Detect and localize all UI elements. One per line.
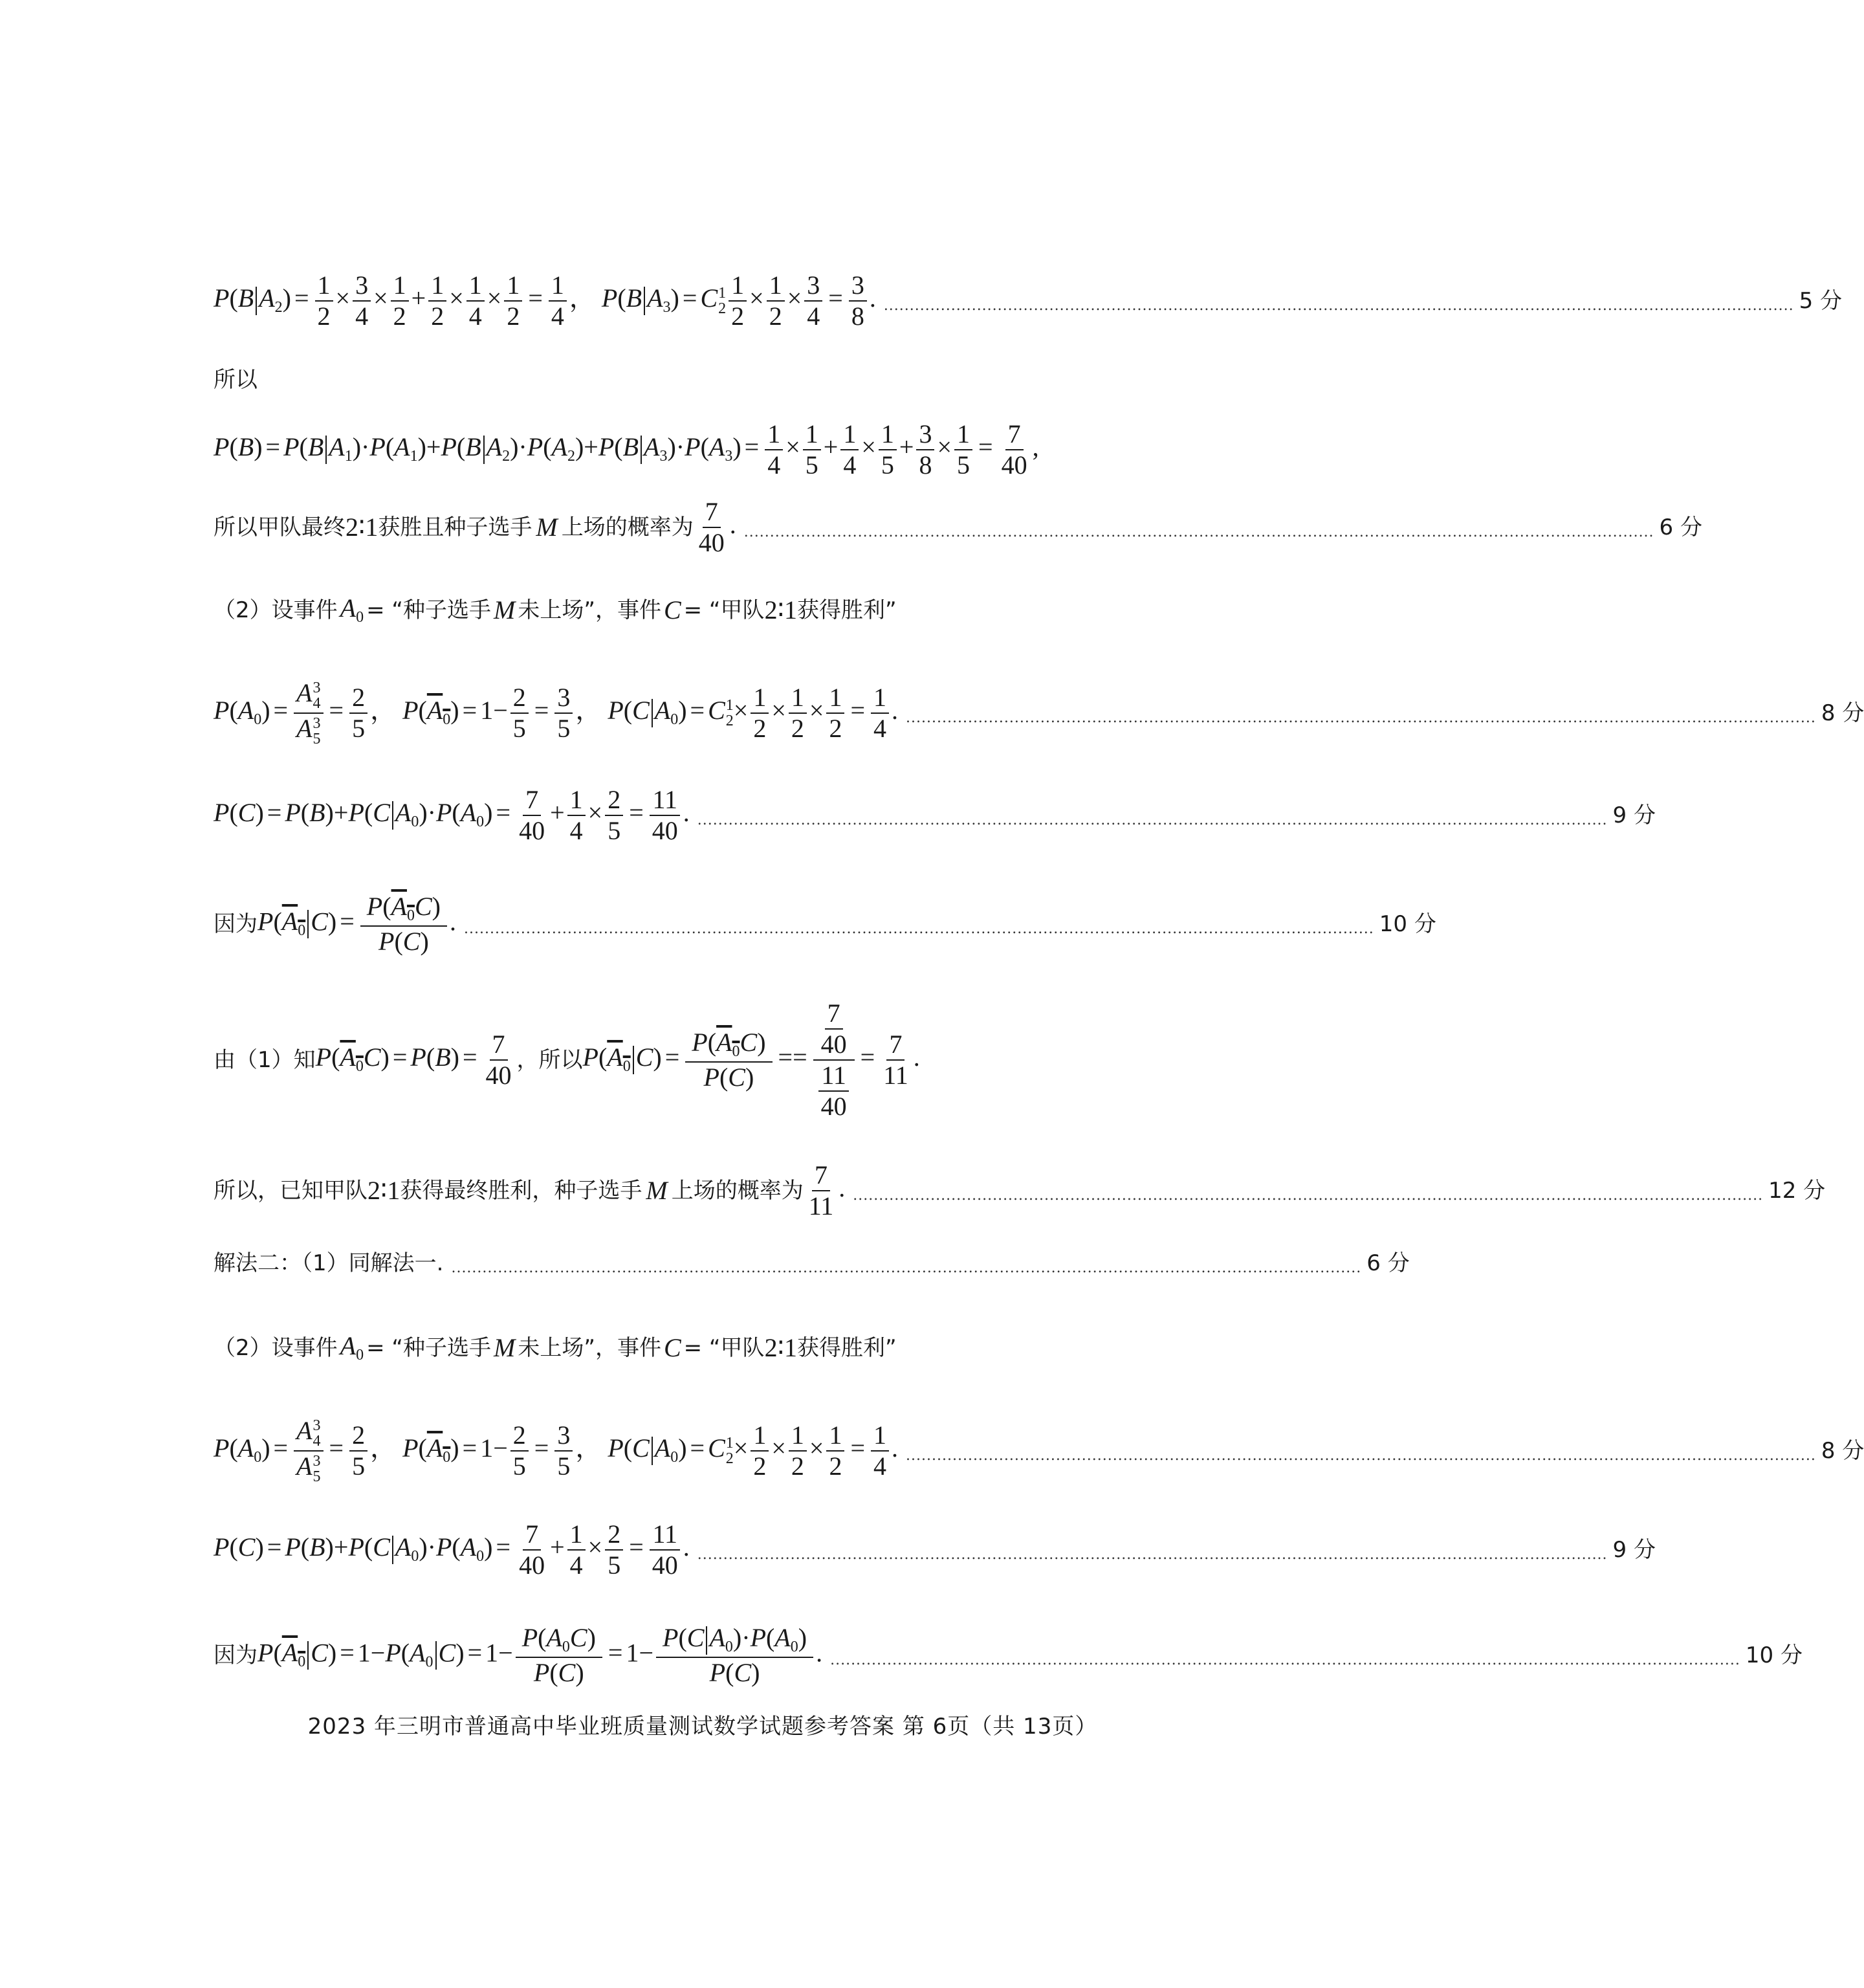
- text-fragment: 获得胜利”: [796, 1335, 897, 1361]
- variable-c: C: [663, 595, 681, 624]
- text-fragment: 因为: [214, 1642, 258, 1669]
- text-line-event-def-1: [214, 595, 1194, 625]
- text-fragment: 因为: [214, 911, 258, 938]
- formula-line-conditional-def: [214, 892, 1436, 956]
- formula-line-complement: [214, 1623, 1803, 1688]
- leader-dots: ................................................................................................................................................................................: [906, 709, 1816, 726]
- ratio-text: 2∶1: [764, 1333, 797, 1362]
- text-fragment: （2）设事件: [214, 1335, 338, 1361]
- leader-dots: ................................................................................................................................................................................: [853, 1187, 1764, 1204]
- variable-m: M: [536, 513, 558, 542]
- text-fragment: 上场的概率为: [671, 1178, 804, 1204]
- fraction-7-40: $\frac{7}{40}$ .: [698, 497, 736, 557]
- leader-dots: ................................................................................................................................................................................: [883, 298, 1794, 314]
- score-label: 10 分: [1745, 1642, 1803, 1669]
- score-label: 12 分: [1768, 1178, 1826, 1204]
- text-line-conclusion-1: [214, 497, 1702, 557]
- formula-p-b: P(B) = P(B $A_1)\cdot P(A_1)+P(B$ $A_2)\cdot P(A_2)+P(B$ $A_3)\cdot P(A_3)$ = $\frac{1}{4}$ × $\frac{1}{5}$ + $\frac{1}{4}$ × $\frac{1}{5}$ + $\frac{3}{8}$ × $\frac{1}{5}$ = $\frac{7}{40}$ ,: [214, 419, 1039, 480]
- text-line-conclusion-2: [214, 1160, 1826, 1220]
- ratio-text: 2∶1: [367, 1176, 400, 1205]
- text-fragment: = “种子选手: [366, 1335, 491, 1361]
- formula-p-b-a2: P(B $A_2$) = $\frac{1}{2}$ × $\frac{3}{4}$ × $\frac{1}{2}$ + $\frac{1}{2}$ × $\frac{1}{4}$ × $\frac{1}{2}$ = $\frac{1}{4}$ ， P(B $A_3) = C$ 1 2 $\frac{1}{2}$ × $\frac{1}{2}$ × $\frac{3}{4}$ = $\frac{3}{8}$ .: [214, 271, 876, 331]
- formula-p-c: P(C) = P(B)+P(C $A_0)\cdot P(A_0)$ = $\frac{7}{40}$ + $\frac{1}{4}$ × $\frac{2}{5}$ = $\frac{11}{40}$ .: [214, 785, 690, 845]
- text-fragment: 所以，已知甲队: [214, 1178, 367, 1204]
- formula-line-total-prob: [214, 421, 1194, 479]
- score-label: 6 分: [1659, 514, 1702, 540]
- text-fragment: 未上场”，事件: [518, 1335, 661, 1361]
- leader-dots: ................................................................................................................................................................................: [906, 1447, 1816, 1464]
- formula-conditional: $P(A_0$ C) = $\frac{P(A_0C)}{P(C)}$ .: [258, 892, 456, 956]
- leader-dots: ................................................................................................................................................................................: [451, 1260, 1362, 1276]
- formula-p-a0: $P(A_0)$ = A 3 4 A 3 5 = $\frac{2}{5}$ ， $P(A_0) = 1-$ $\frac{2}{5}$ = $\frac{3}{5}$ ， P(C $A_0) = C$ 1 2 × $\frac{1}{2}$ × $\frac{1}{2}$ × $\frac{1}{2}$ = $\frac{1}{4}$ .: [214, 1416, 899, 1485]
- score-label: 6 分: [1366, 1250, 1410, 1276]
- formula-complement: $P(A_0$ $C) = 1-P(A_0$ C) = 1− $\frac{P(A_0C)}{P(C)}$ = 1− $\frac{P(C A_0)\cdot P(A_0)}{P(C)}$ .: [258, 1623, 823, 1688]
- text-fragment: （2）设事件: [214, 597, 338, 623]
- leader-dots: ................................................................................................................................................................................: [743, 524, 1654, 540]
- text-method-two: 解法二：（1）同解法一.: [214, 1250, 444, 1276]
- variable-m: M: [646, 1176, 668, 1205]
- text-fragment: = “甲队: [683, 597, 765, 623]
- text-line-event-def-2: [214, 1333, 1194, 1363]
- page-footer: 2023 年三明市普通高中毕业班质量测试数学试题参考答案 第 6页（共 13页）: [307, 1714, 1098, 1740]
- text-fragment: 所以甲队最终: [214, 514, 345, 540]
- ratio-text: 2∶1: [345, 513, 378, 542]
- formula-p-c: P(C) = P(B)+P(C $A_0)\cdot P(A_0)$ = $\frac{7}{40}$ + $\frac{1}{4}$ × $\frac{2}{5}$ = $\frac{11}{40}$ .: [214, 1519, 690, 1580]
- score-label: 10 分: [1379, 911, 1436, 938]
- text-fragment: 获得最终胜利，种子选手: [400, 1178, 642, 1204]
- text-fragment: 获胜且种子选手: [378, 514, 532, 540]
- formula-result: $P(A_0C) = P(B)$ = $\frac{7}{40}$: [315, 1030, 512, 1090]
- ratio-text: 2∶1: [764, 595, 797, 624]
- text-fragment: ，所以: [516, 1047, 583, 1073]
- fraction-7-11: $\frac{7}{11}$ .: [808, 1160, 846, 1220]
- variable-a0: $A_0$: [340, 593, 364, 626]
- text-fragment: 由（1）知: [214, 1047, 316, 1073]
- text-suoyi: 所以: [214, 367, 258, 393]
- leader-dots: ................................................................................................................................................................................: [697, 1547, 1608, 1563]
- formula-line-1: [214, 271, 1843, 331]
- text-fragment: = “种子选手: [366, 597, 491, 623]
- formula-line-pc-2: [214, 1519, 1656, 1580]
- score-label: 8 分: [1821, 1437, 1864, 1464]
- score-label: 8 分: [1821, 700, 1864, 726]
- formula-line-pc: [214, 785, 1656, 845]
- score-label: 9 分: [1612, 802, 1656, 828]
- score-label: 5 分: [1799, 288, 1843, 314]
- formula-line-pa0-2: [214, 1416, 1864, 1485]
- text-line-method-2: [214, 1250, 1410, 1276]
- leader-dots: ................................................................................................................................................................................: [830, 1652, 1740, 1669]
- variable-m: M: [494, 595, 516, 624]
- variable-c: C: [663, 1333, 681, 1362]
- score-label: 9 分: [1612, 1537, 1656, 1563]
- formula-line-from-1: [214, 1000, 1194, 1120]
- variable-m: M: [494, 1333, 516, 1362]
- text-fragment: 未上场”，事件: [518, 597, 661, 623]
- formula-result-2: $P(A_0$ C) = $\frac{P(A_0C)}{P(C)}$ == $\frac{\frac{7}{40}}{\frac{11}{40}}$ = $\frac{7}{11}$ .: [582, 999, 920, 1121]
- formula-line-pa0: [214, 678, 1864, 747]
- leader-dots: ................................................................................................................................................................................: [464, 921, 1374, 938]
- text-fragment: 获得胜利”: [796, 597, 897, 623]
- leader-dots: ................................................................................................................................................................................: [697, 812, 1608, 828]
- formula-p-a0: $P(A_0)$ = A 3 4 A 3 5 = $\frac{2}{5}$ ， $P(A_0) = 1-$ $\frac{2}{5}$ = $\frac{3}{5}$ ， P(C $A_0) = C$ 1 2 × $\frac{1}{2}$ × $\frac{1}{2}$ × $\frac{1}{2}$ = $\frac{1}{4}$ .: [214, 678, 899, 747]
- text-fragment: = “甲队: [683, 1335, 765, 1361]
- text-fragment: 上场的概率为: [561, 514, 694, 540]
- variable-a0: $A_0$: [340, 1331, 364, 1364]
- text-line-suoyi: [214, 369, 1194, 391]
